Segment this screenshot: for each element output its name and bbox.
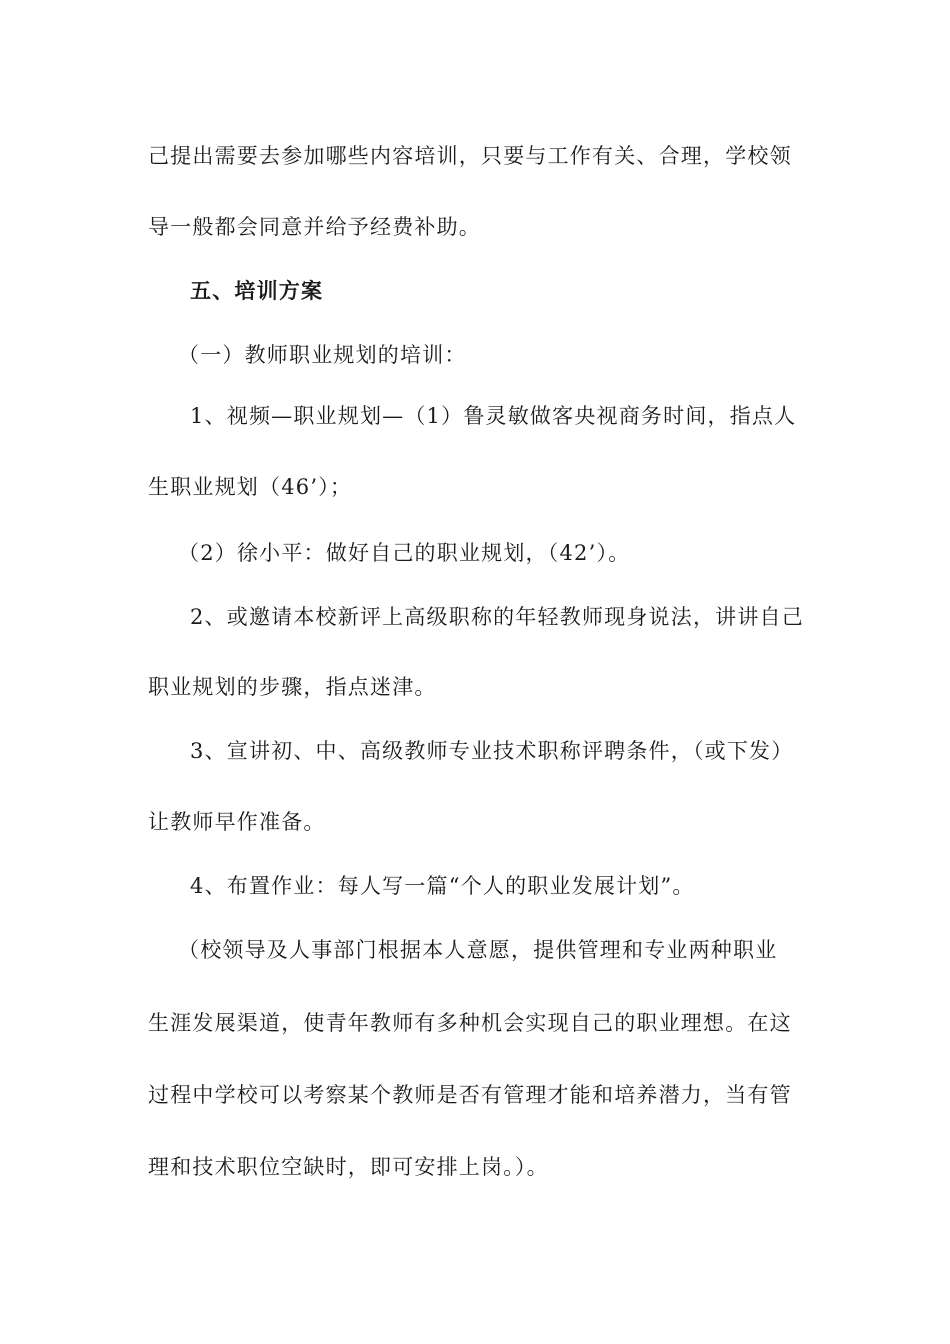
list-item-2-line-1: 2、或邀请本校新评上高级职称的年轻教师现身说法，讲讲自己 <box>190 605 804 629</box>
list-item-1-line-2: 生职业规划（46’）； <box>148 475 353 499</box>
section-heading: 五、培训方案 <box>190 278 324 303</box>
note-line-1: （校领导及人事部门根据本人意愿，提供管理和专业两种职业 <box>178 938 778 962</box>
paragraph-line-2: 导一般都会同意并给予经费补助。 <box>148 215 481 239</box>
note-line-2: 生涯发展渠道，使青年教师有多种机会实现自己的职业理想。在这 <box>148 1011 792 1035</box>
paragraph-line-1: 己提出需要去参加哪些内容培训，只要与工作有关、合理，学校领 <box>148 144 792 168</box>
list-item-1-line-1: 1、视频—职业规划—（1）鲁灵敏做客央视商务时间，指点人 <box>190 404 797 428</box>
list-item-3-line-2: 让教师早作准备。 <box>148 810 326 834</box>
note-line-4: 理和技术职位空缺时，即可安排上岗。）。 <box>148 1155 549 1179</box>
note-line-3: 过程中学校可以考察某个教师是否有管理才能和培养潜力，当有管 <box>148 1083 792 1107</box>
list-item-4: 4、布置作业：每人写一篇“个人的职业发展计划”。 <box>190 874 695 898</box>
list-item-2-line-2: 职业规划的步骤，指点迷津。 <box>148 675 437 699</box>
subsection-heading: （一）教师职业规划的培训： <box>178 343 467 367</box>
list-item-3-line-1: 3、宣讲初、中、高级教师专业技术职称评聘条件，（或下发） <box>190 739 794 763</box>
list-item-1-sub-2: （2）徐小平：做好自己的职业规划，（42’）。 <box>178 541 631 565</box>
